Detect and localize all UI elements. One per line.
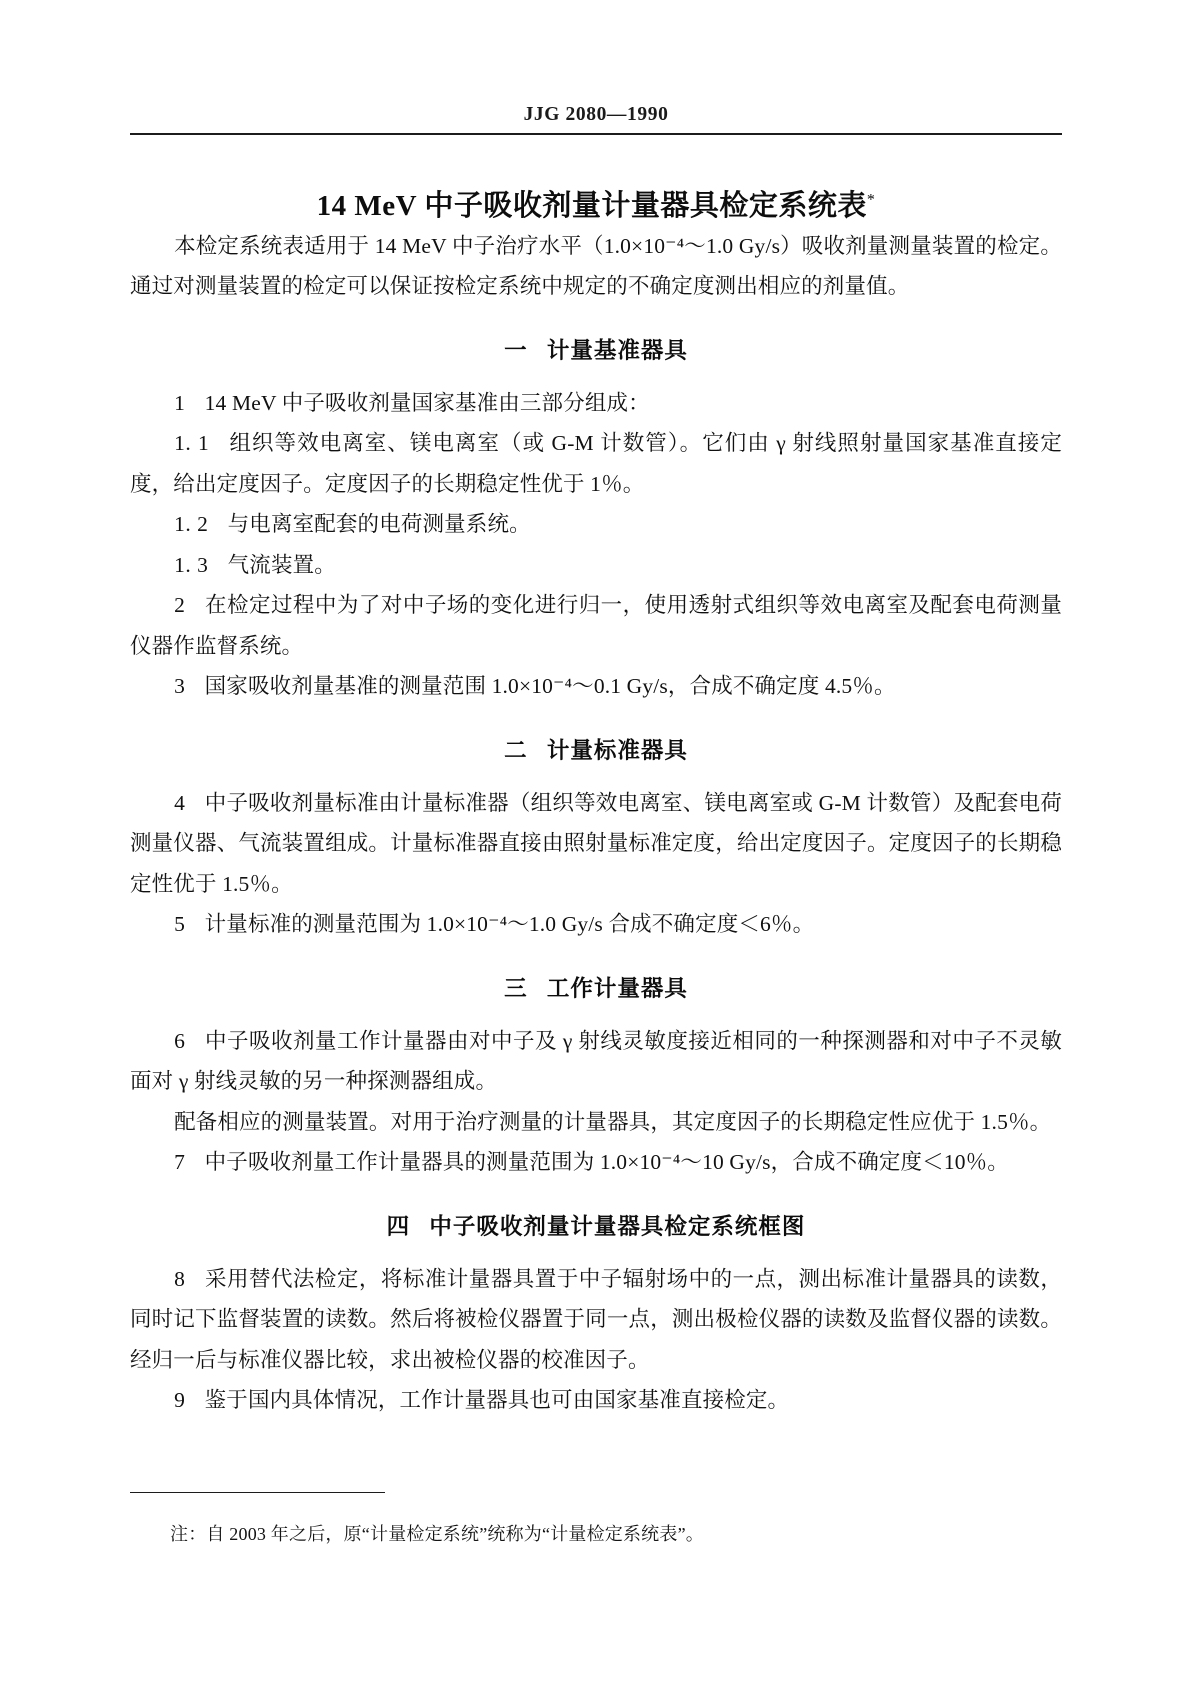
clause-3	[130, 666, 1062, 707]
clause-number-1: 1	[174, 390, 186, 415]
footnote-area	[130, 1492, 1062, 1549]
clause-number-6: 6	[174, 1028, 186, 1053]
clause-2	[130, 585, 1062, 666]
section-heading-4	[130, 1209, 1062, 1241]
clause-number-9: 9	[174, 1388, 186, 1413]
clause-number-3: 3	[174, 674, 186, 699]
standard-code: JJG 2080—1990	[523, 104, 669, 125]
clause-5	[130, 904, 1062, 945]
clause-1-3	[130, 545, 1062, 586]
section-heading-1	[130, 333, 1062, 365]
clause-text-1-3: 气流装置。	[227, 552, 336, 577]
clause-8	[130, 1259, 1062, 1381]
header-divider	[130, 133, 1062, 135]
clause-4	[130, 783, 1062, 905]
clause-number-4: 4	[174, 790, 186, 815]
footnote-divider	[130, 1492, 385, 1493]
title-footnote-marker: *	[866, 191, 876, 209]
clause-number-1-1: 1. 1	[174, 431, 210, 456]
clause-number-7: 7	[174, 1150, 186, 1175]
clause-1	[130, 383, 1062, 424]
section-title-3: 工作计量器具	[546, 975, 688, 1001]
clause-number-8: 8	[174, 1266, 186, 1291]
page-title	[130, 188, 1062, 226]
clause-text-1-2: 与电离室配套的电荷测量系统。	[227, 512, 531, 537]
clause-1-1	[130, 423, 1062, 504]
clause-number-2: 2	[174, 593, 186, 618]
clause-1-2	[130, 504, 1062, 545]
clause-9	[130, 1380, 1062, 1421]
intro-paragraph: 本检定系统表适用于 14 MeV 中子治疗水平（1.0×10⁻⁴～1.0 Gy/s）吸收剂量测量装置的检定。通过对测量装置的检定可以保证按检定系统中规定的不确定度测出相应的剂量值。	[130, 233, 1062, 299]
clause-number-5: 5	[174, 912, 186, 937]
section-heading-2	[130, 733, 1062, 765]
clause-text-4: 中子吸收剂量标准由计量标准器（组织等效电离室、镁电离室或 G-M 计数管）及配套电荷测量仪器、气流装置组成。计量标准器直接由照射量标准定度，给出定度因子。定度因子的长期稳定性优于 1.5％。	[130, 790, 1062, 896]
clause-text-1: 14 MeV 中子吸收剂量国家基准由三部分组成：	[204, 390, 650, 415]
page-title-text: 14 MeV 中子吸收剂量计量器具检定系统表	[316, 190, 867, 222]
clause-text-7: 中子吸收剂量工作计量器具的测量范围为 1.0×10⁻⁴～10 Gy/s，合成不确定度＜10％。	[204, 1150, 1009, 1175]
clause-text-1-1: 组织等效电离室、镁电离室（或 G-M 计数管）。它们由 γ 射线照射量国家基准直接定度，给出定度因子。定度因子的长期稳定性优于 1％。	[130, 431, 1063, 496]
clause-text-2: 在检定过程中为了对中子场的变化进行归一，使用透射式组织等效电离室及配套电荷测量仪器作监督系统。	[130, 593, 1062, 658]
clause-text-6-continuation: 配备相应的测量装置。对用于治疗测量的计量器具，其定度因子的长期稳定性应优于 1.5％。	[174, 1109, 1052, 1134]
clause-number-1-3: 1. 3	[174, 552, 209, 577]
section-title-4: 中子吸收剂量计量器具检定系统框图	[429, 1213, 806, 1239]
clause-text-8: 采用替代法检定，将标准计量器具置于中子辐射场中的一点，测出标准计量器具的读数，同时记下监督装置的读数。然后将被检仪器置于同一点，测出极检仪器的读数及监督仪器的读数。经归一后与标准仪器比较，求出被检仪器的校准因子。	[130, 1266, 1062, 1372]
section-title-2: 计量标准器具	[546, 737, 688, 763]
footnote-text: 注：自 2003 年之后，原“计量检定系统”统称为“计量检定系统表”。	[170, 1524, 704, 1544]
clause-6	[130, 1021, 1062, 1102]
clause-text-3: 国家吸收剂量基准的测量范围 1.0×10⁻⁴～0.1 Gy/s，合成不确定度 4.5％。	[204, 674, 896, 699]
clause-7	[130, 1142, 1062, 1183]
section-number-1: 一	[504, 337, 528, 363]
section-heading-3	[130, 971, 1062, 1003]
clause-6-continuation	[130, 1102, 1062, 1143]
clause-text-6: 中子吸收剂量工作计量器由对中子及 γ 射线灵敏度接近相同的一种探测器和对中子不灵敏面对 γ 射线灵敏的另一种探测器组成。	[130, 1028, 1062, 1094]
clause-text-5: 计量标准的测量范围为 1.0×10⁻⁴～1.0 Gy/s 合成不确定度＜6％。	[204, 912, 815, 937]
section-title-1: 计量基准器具	[546, 337, 688, 363]
clause-number-1-2: 1. 2	[174, 512, 209, 537]
clause-text-9: 鉴于国内具体情况，工作计量器具也可由国家基准直接检定。	[204, 1388, 790, 1413]
page-header	[130, 104, 1062, 143]
section-number-3: 三	[504, 975, 528, 1001]
section-number-2: 二	[504, 737, 528, 763]
document-body	[130, 168, 1062, 1421]
section-number-4: 四	[386, 1213, 411, 1239]
